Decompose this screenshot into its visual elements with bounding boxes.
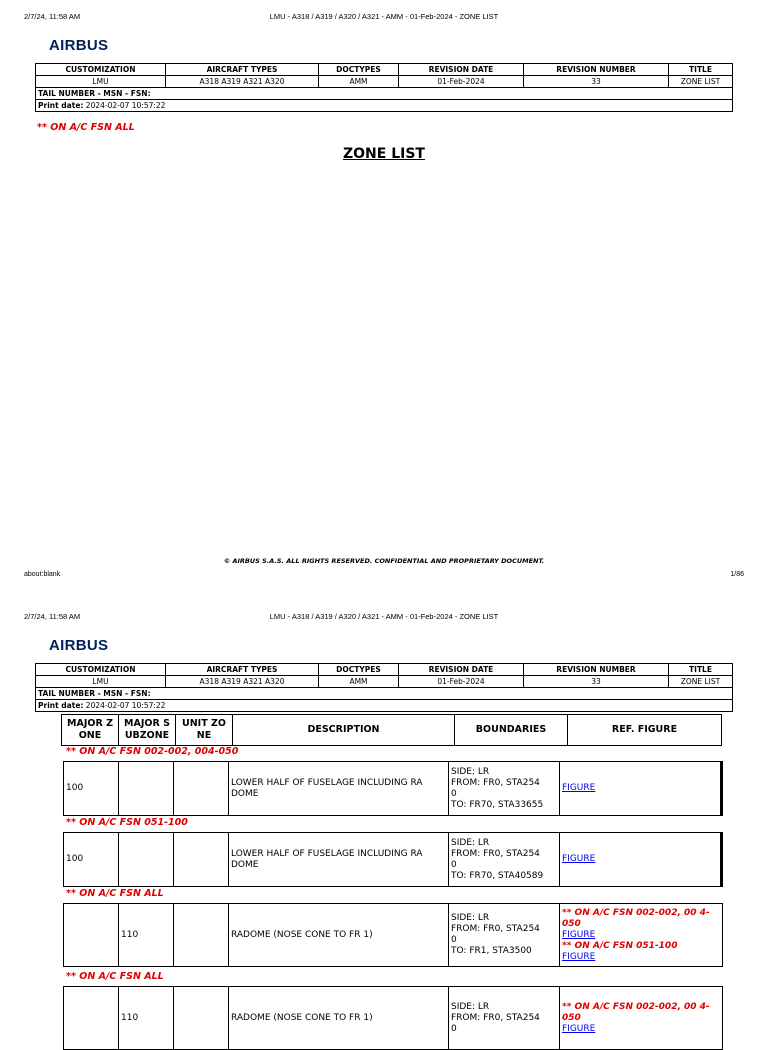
figure-link[interactable]: FIGURE [562, 854, 596, 864]
tail-number-label: TAIL NUMBER - MSN - FSN: [38, 89, 151, 98]
boundary-line: 0 [451, 788, 457, 799]
figure-link[interactable]: FIGURE [562, 1023, 596, 1034]
boundary-line: 0 [451, 1023, 457, 1034]
meta-aircraft-types: A318 A319 A321 A320 [166, 676, 319, 688]
cell-boundaries [449, 833, 560, 887]
copyright-footer: © AIRBUS S.A.S. ALL RIGHTS RESERVED. CONFIDENTIAL AND PROPRIETARY DOCUMENT. [223, 557, 545, 565]
cell-boundaries [449, 904, 560, 967]
table-row [63, 986, 723, 1050]
metadata-table [35, 663, 733, 712]
print-datetime: 2/7/24, 11:58 AM [24, 612, 81, 621]
boundary-line: TO: FR1, STA3500 [451, 946, 532, 956]
tail-number-label: TAIL NUMBER - MSN - FSN: [38, 689, 151, 698]
boundary-line: TO: FR70, STA40589 [451, 870, 544, 881]
print-date-label: Print date: [38, 101, 84, 110]
document-title: LMU - A318 / A319 / A320 / A321 - AMM - 01-Feb-2024 - ZONE LIST [269, 612, 499, 621]
cell-unit-zone [174, 987, 229, 1050]
zone-table-header [61, 714, 722, 746]
cell-unit-zone [174, 904, 229, 967]
cell-boundaries [449, 762, 560, 816]
col-major-subzone: MAJOR S UBZONE [119, 715, 176, 746]
document-title: LMU - A318 / A319 / A320 / A321 - AMM - 01-Feb-2024 - ZONE LIST [269, 12, 499, 21]
boundary-line: 0 [451, 859, 457, 870]
meta-header-doctypes: DOCTYPES [319, 664, 399, 676]
print-date-value: 2024-02-07 10:57:22 [85, 701, 166, 710]
page-number: 1/86 [730, 571, 744, 578]
row-applicability: ** ON A/C FSN 002-002, 004-050 [66, 746, 239, 757]
cell-subzone [119, 762, 174, 816]
col-description: DESCRIPTION [233, 715, 455, 746]
figure-link[interactable]: FIGURE [562, 951, 596, 962]
cell-unit-zone [174, 762, 229, 816]
table-row [63, 761, 723, 816]
figure-link[interactable]: FIGURE [562, 929, 596, 940]
meta-revision-number: 33 [524, 76, 669, 88]
cell-boundaries [449, 987, 560, 1050]
meta-customization: LMU [36, 76, 166, 88]
meta-title: ZONE LIST [669, 676, 733, 688]
print-header [0, 12, 768, 24]
cell-description: RADOME (NOSE CONE TO FR 1) [229, 904, 449, 967]
boundary-line: TO: FR70, STA33655 [451, 799, 544, 810]
meta-revision-date: 01-Feb-2024 [399, 76, 524, 88]
meta-revision-number: 33 [524, 676, 669, 688]
boundary-line: FROM: FR0, STA254 [451, 1012, 540, 1023]
metadata-table [35, 63, 733, 112]
meta-header-customization: CUSTOMIZATION [36, 664, 166, 676]
print-date-label: Print date: [38, 701, 84, 710]
meta-header-customization: CUSTOMIZATION [36, 64, 166, 76]
meta-aircraft-types: A318 A319 A321 A320 [166, 76, 319, 88]
cell-ref-figure [560, 762, 722, 816]
cell-description: LOWER HALF OF FUSELAGE INCLUDING RA DOME [229, 762, 449, 816]
meta-customization: LMU [36, 676, 166, 688]
figure-link[interactable]: FIGURE [562, 783, 596, 793]
cell-major-zone: 100 [64, 762, 119, 816]
col-ref-figure: REF. FIGURE [568, 715, 722, 746]
cell-description: LOWER HALF OF FUSELAGE INCLUDING RA DOME [229, 833, 449, 887]
ref-applicability: ** ON A/C FSN 002-002, 00 4-050 [562, 907, 710, 929]
col-unit-zone: UNIT ZO NE [176, 715, 233, 746]
cell-unit-zone [174, 833, 229, 887]
page-2 [0, 600, 768, 1034]
cell-major-zone: 100 [64, 833, 119, 887]
boundary-line: 0 [451, 935, 457, 945]
col-major-zone: MAJOR Z ONE [62, 715, 119, 746]
row-applicability: ** ON A/C FSN ALL [66, 888, 164, 899]
cell-ref-figure [560, 904, 723, 967]
table-row [63, 832, 723, 887]
print-date-value: 2024-02-07 10:57:22 [85, 101, 166, 110]
table-row [63, 903, 723, 967]
airbus-logo: AIRBUS [49, 37, 109, 54]
meta-header-title: TITLE [669, 664, 733, 676]
cell-major-zone [64, 904, 119, 967]
airbus-logo: AIRBUS [49, 637, 109, 654]
print-datetime: 2/7/24, 11:58 AM [24, 12, 81, 21]
cell-ref-figure [560, 987, 723, 1050]
row-applicability: ** ON A/C FSN 051-100 [66, 817, 188, 828]
boundary-line: SIDE: LR [451, 1001, 490, 1012]
meta-title: ZONE LIST [669, 76, 733, 88]
boundary-line: FROM: FR0, STA254 [451, 777, 540, 788]
cell-major-zone [64, 987, 119, 1050]
meta-header-doctypes: DOCTYPES [319, 64, 399, 76]
cell-subzone [119, 833, 174, 887]
meta-header-revision-date: REVISION DATE [399, 64, 524, 76]
meta-revision-date: 01-Feb-2024 [399, 676, 524, 688]
tail-number-row [36, 688, 733, 700]
print-header [0, 612, 768, 624]
cell-subzone: 110 [119, 904, 174, 967]
meta-header-aircraft-types: AIRCRAFT TYPES [166, 664, 319, 676]
meta-header-revision-number: REVISION NUMBER [524, 664, 669, 676]
page-url: about:blank [24, 571, 61, 578]
meta-header-revision-date: REVISION DATE [399, 664, 524, 676]
cell-ref-figure [560, 833, 722, 887]
cell-description: RADOME (NOSE CONE TO FR 1) [229, 987, 449, 1050]
boundary-line: FROM: FR0, STA254 [451, 924, 540, 934]
boundary-line: SIDE: LR [451, 913, 490, 923]
ref-applicability: ** ON A/C FSN 051-100 [562, 940, 678, 951]
applicability-note: ** ON A/C FSN ALL [37, 122, 135, 133]
tail-number-row [36, 88, 733, 100]
boundary-line: SIDE: LR [451, 837, 490, 848]
meta-doctypes: AMM [319, 676, 399, 688]
boundary-line: FROM: FR0, STA254 [451, 848, 540, 859]
row-applicability: ** ON A/C FSN ALL [66, 971, 164, 982]
boundary-line: SIDE: LR [451, 766, 490, 777]
print-date-row [36, 700, 733, 712]
page-title: ZONE LIST [343, 146, 425, 162]
meta-header-revision-number: REVISION NUMBER [524, 64, 669, 76]
meta-header-aircraft-types: AIRCRAFT TYPES [166, 64, 319, 76]
meta-doctypes: AMM [319, 76, 399, 88]
col-boundaries: BOUNDARIES [455, 715, 568, 746]
cell-subzone: 110 [119, 987, 174, 1050]
print-date-row [36, 100, 733, 112]
ref-applicability: ** ON A/C FSN 002-002, 00 4-050 [562, 1001, 710, 1023]
meta-header-title: TITLE [669, 64, 733, 76]
